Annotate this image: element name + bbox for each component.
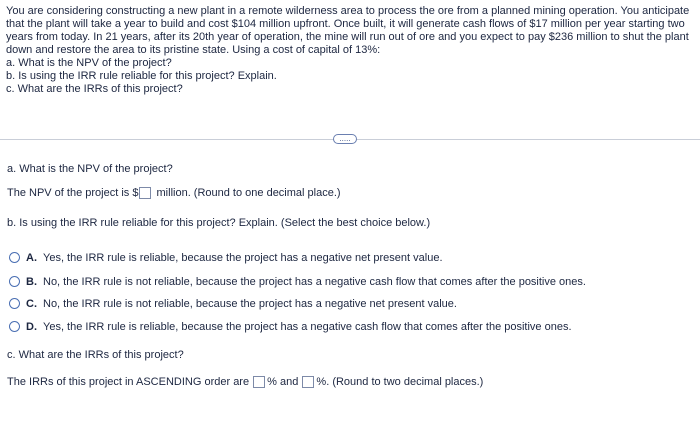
npv-suffix: million. (Round to one decimal place.) (156, 187, 341, 199)
option-b-text: No, the IRR rule is not reliable, because the project has a negative cash flow that comes after the positive ones. (43, 276, 586, 288)
npv-prefix: The NPV of the project is $ (7, 187, 139, 199)
part-c-heading: c. What are the IRRs of this project? (7, 349, 184, 361)
option-b[interactable] (9, 275, 586, 289)
question-text (6, 5, 696, 96)
irr-middle: % and (267, 376, 299, 388)
question-body: You are considering constructing a new plant in a remote wilderness area to process the ore from a planned mining operation. You anticipate that the plant will take a year to build and cost $104 million upfront. Once built, it will generate cash flows of $17 million per year starting two years from today. In 21 years, after its 20th year of operation, the mine will run out of ore and you expect to pay $236 million to shut the plant down and restore the area to its pristine state. Using a cost of capital of 13%: (6, 5, 690, 56)
radio-option-a[interactable] (9, 252, 20, 263)
expand-more-button[interactable]: ..... (333, 134, 357, 144)
option-a-letter: A. (26, 252, 37, 264)
option-b-letter: B. (26, 276, 37, 288)
option-c-text: No, the IRR rule is not reliable, because the project has a negative net present value. (43, 298, 457, 310)
part-b-heading: b. Is using the IRR rule reliable for this project? Explain. (Select the best choice below.) (7, 217, 431, 229)
part-c-answer-row (7, 375, 483, 389)
option-c-letter: C. (26, 298, 37, 310)
irr-low-input[interactable] (253, 376, 265, 388)
irr-high-input[interactable] (302, 376, 314, 388)
part-a-answer-row (7, 186, 341, 200)
option-d[interactable] (9, 320, 572, 334)
option-d-text: Yes, the IRR rule is reliable, because the project has a negative cash flow that comes after the positive ones. (43, 321, 572, 333)
npv-input[interactable] (139, 187, 151, 199)
irr-suffix: %. (Round to two decimal places.) (316, 376, 484, 388)
irr-prefix: The IRRs of this project in ASCENDING order are (7, 376, 250, 388)
option-a-text: Yes, the IRR rule is reliable, because the project has a negative net present value. (43, 252, 443, 264)
part-a-heading: a. What is the NPV of the project? (7, 163, 173, 175)
radio-option-d[interactable] (9, 321, 20, 332)
option-d-letter: D. (26, 321, 37, 333)
question-part-a: a. What is the NPV of the project? (6, 57, 172, 69)
option-c[interactable] (9, 297, 457, 311)
radio-option-b[interactable] (9, 276, 20, 287)
question-part-b: b. Is using the IRR rule reliable for this project? Explain. (6, 70, 277, 82)
option-a[interactable] (9, 251, 443, 265)
question-part-c: c. What are the IRRs of this project? (6, 83, 183, 95)
radio-option-c[interactable] (9, 298, 20, 309)
